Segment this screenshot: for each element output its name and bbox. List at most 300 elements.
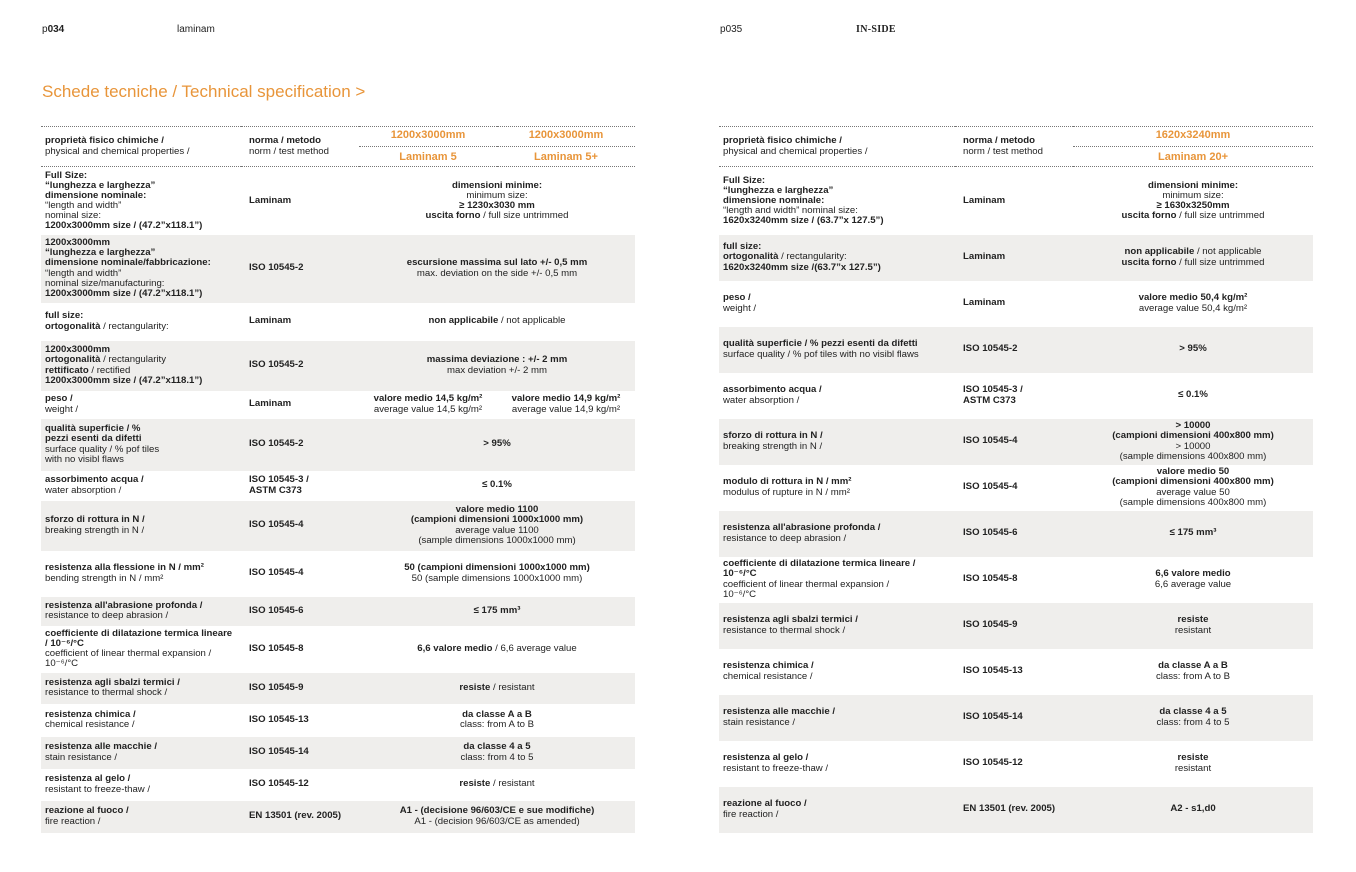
cell-text: assorbimento acqua / [45,474,144,486]
cell-text: A1 - (decisione 96/603/CE e sue modifiche) [399,805,595,817]
cell-text: peso / [45,393,73,405]
table-row [719,695,1313,741]
cell-text: peso / [723,292,751,304]
cell-text: massima deviazione : +/- 2 mm [426,354,568,366]
table-cell [719,649,955,695]
cell-text: 1200x3000mm size / (47.2”x118.1”) [45,287,203,299]
cell-text: resistenza al gelo / [45,773,131,785]
table-cell [1073,167,1313,235]
table-cell [1073,649,1313,695]
cell-text: ISO 10545-14 [249,746,309,758]
cell-text: ISO 10545-6 [963,527,1018,539]
cell-text: resistenza all'abrasione profonda / [723,522,881,534]
table-row [719,649,1313,695]
cell-text: ISO 10545-2 [249,438,304,450]
cell-text: valore medio 50,4 kg/m² [1138,292,1248,304]
table-cell [955,419,1073,465]
cell-text: resistenza al gelo / [723,752,809,764]
cell-text: full size: [45,310,84,322]
cell-text: pezzi esenti da difetti [45,433,142,445]
cell-text: > 10000 [1175,440,1211,452]
cell-text: physical and chemical properties / [45,145,190,157]
cell-text: average value 50 [1156,486,1230,498]
table-row [719,235,1313,281]
table-cell [41,626,241,673]
cell-text: breaking strength in N / [723,440,823,452]
cell-text: resistenza alla flessione in N / mm² [45,562,204,574]
cell-text: class: from 4 to 5 [1156,716,1230,728]
cell-text: nominal size/manufacturing: [45,277,165,289]
cell-text: 1200x3000mm size / (47.2”x118.1”) [45,374,203,386]
table-cell [41,341,241,391]
cell-text: escursione massima sul lato +/- 0,5 mm [406,257,588,269]
table-cell [719,603,955,649]
cell-text: da classe 4 a 5 [463,741,531,753]
table-cell [241,673,359,704]
table-cell [359,303,635,341]
cell-text: ISO 10545-12 [249,778,309,790]
cell-text: coefficiente di dilatazione termica lineare / [723,558,916,570]
cell-text: (campioni dimensioni 1000x1000 mm) [410,514,584,526]
cell-text: resistenza all'abrasione profonda / [45,599,203,611]
cell-text: stain resistance / [45,751,117,763]
table-cell [1073,419,1313,465]
cell-text: 1200x3000mm size / (47.2”x118.1”) [45,219,203,231]
cell-text: bending strength in N / mm² [45,572,164,584]
cell-text [363,211,631,221]
cell-text: breaking strength in N / [45,524,145,536]
cell-text: “lunghezza e larghezza” [723,184,834,196]
table-cell [241,419,359,471]
cell-text: / rectangularity: [100,320,169,332]
table-cell [41,704,241,737]
cell-text: sforzo di rottura in N / [45,514,145,526]
header-norm [241,127,359,167]
cell-text: da classe A a B [1158,660,1228,672]
table-cell [955,695,1073,741]
cell-text: / rectangularity [100,354,167,366]
table-cell [241,391,359,419]
page-prefix: p [42,24,48,35]
cell-text: resistenza chimica / [723,660,814,672]
cell-text: resiste [459,681,491,693]
cell-text: ortogonalità [45,354,101,366]
cell-text: resistant [1174,762,1212,774]
table-row [41,801,635,833]
cell-text: 1200x3000mm [45,344,111,356]
table-row [41,769,635,801]
cell-text: resistenza agli sbalzi termici / [45,676,180,688]
table-cell [719,695,955,741]
cell-text: uscita forno [1121,209,1177,221]
cell-text: > 10000 [1175,420,1211,432]
cell-text: 1200x3000mm [359,127,497,147]
cell-text: ≤ 0.1% [482,479,512,491]
cell-text: / resistant [490,778,535,790]
cell-text: (sample dimensions 400x800 mm) [1119,496,1267,508]
table-row [41,597,635,626]
table-row [719,603,1313,649]
cell-text: resistance to deep abrasion / [723,532,847,544]
cell-text: / not applicable [498,315,566,327]
table-cell [719,327,955,373]
spec-table-right [719,126,1313,833]
cell-text: chemical resistance / [723,670,813,682]
cell-text: ISO 10545-12 [963,757,1023,769]
cell-text: resistenza alle macchie / [723,706,835,718]
cell-text: resistant to freeze-thaw / [723,762,829,774]
cell-text: norma / metodo [249,135,321,147]
header-property [41,127,241,167]
cell-text: Laminam [249,398,292,410]
table-cell [241,167,359,235]
cell-text: max deviation +/- 2 mm [447,364,547,376]
cell-text: average value 50,4 kg/m² [1138,302,1248,314]
table-cell [1073,235,1313,281]
table-cell [241,551,359,597]
table-header [719,127,1313,167]
table-cell [41,471,241,501]
cell-text: 6,6 average value [1154,578,1232,590]
cell-text: water absorption / [723,394,800,406]
table-row [719,557,1313,603]
cell-text: / 6,6 average value [492,642,577,654]
cell-text: ≥ 1230x3030 mm [459,199,535,211]
table-cell [719,419,955,465]
cell-text: 50 (campioni dimensioni 1000x1000 mm) [404,562,590,574]
cell-text: chemical resistance / [45,719,135,730]
cell-text: ortogonalità [723,251,779,263]
table-cell [241,737,359,769]
cell-text: ISO 10545-4 [963,481,1018,493]
table-cell [41,551,241,597]
table-cell [41,419,241,471]
cell-text: > 95% [1179,343,1207,355]
cell-text: (sample dimensions 1000x1000 mm) [418,534,576,546]
cell-text: resiste [1177,752,1209,764]
table-cell [955,787,1073,833]
cell-text: norma / metodo [963,135,1035,147]
cell-text: average value 14,5 kg/m² [373,403,483,415]
cell-text: ortogonalità [45,320,101,332]
cell-text: / full size untrimmed [1176,209,1265,221]
table-cell [1073,787,1313,833]
table-cell [41,501,241,551]
cell-text: class: from 4 to 5 [460,751,534,763]
page-num: 035 [725,24,743,35]
page-number-right [720,24,742,35]
table-cell [359,419,635,471]
header-laminam-20-plus [1073,127,1313,167]
table-row [41,501,635,551]
cell-text: Laminam 5 [399,151,457,163]
cell-text: Laminam 20+ [1157,151,1228,163]
table-cell [719,373,955,419]
cell-text: dimensioni minime: [451,179,543,191]
cell-text: resiste [1177,614,1209,626]
table-row [719,373,1313,419]
cell-text: assorbimento acqua / [723,384,822,396]
table-cell [359,737,635,769]
cell-text: Laminam [249,315,292,327]
table-cell [1073,281,1313,327]
table-cell [41,235,241,303]
cell-text: proprietà fisico chimiche / [45,135,164,147]
cell-text: 10⁻⁶/°C [723,568,757,580]
table-cell [241,341,359,391]
cell-text: ISO 10545-4 [963,435,1018,447]
cell-text: (sample dimensions 400x800 mm) [1119,450,1267,462]
table-cell [41,167,241,235]
table-row [41,737,635,769]
cell-text: stain resistance / [723,716,795,728]
cell-text: with no visibl flaws [45,453,124,465]
table-cell [241,626,359,673]
cell-text: ≤ 175 mm³ [473,604,521,616]
cell-text: 50 (sample dimensions 1000x1000 mm) [411,572,583,584]
table-cell [1073,327,1313,373]
brand-laminam: laminam [177,24,215,35]
cell-text: reazione al fuoco / [723,798,807,810]
cell-text: max. deviation on the side +/- 0,5 mm [416,267,578,279]
cell-text: “length and width” [45,267,122,279]
cell-text: class: from A to B [1155,670,1231,682]
cell-text: / 10⁻⁶/°C [45,637,84,649]
table-cell [359,769,635,801]
cell-text: Full Size: [45,169,88,181]
cell-text: (campioni dimensioni 400x800 mm) [1112,476,1274,488]
table-cell [719,511,955,557]
cell-text: Laminam [963,297,1006,309]
header-norm [955,127,1073,167]
cell-text: resistenza chimica / [45,708,136,720]
cell-text: fire reaction / [723,808,779,820]
table-cell [359,167,635,235]
cell-text: rettificato [45,364,89,376]
table-row [719,327,1313,373]
table-cell [241,704,359,737]
cell-text: ISO 10545-13 [249,713,309,725]
table-cell [241,303,359,341]
table-cell [359,551,635,597]
table-cell [719,167,955,235]
cell-text: 1200x3000mm [45,237,111,249]
cell-text: minimum size: [466,189,528,201]
cell-text: ISO 10545-9 [249,681,304,693]
table-cell [41,673,241,704]
table-cell [241,501,359,551]
table-row [41,626,635,673]
table-cell [1073,373,1313,419]
cell-text: Laminam [963,251,1006,263]
cell-text: resiste [459,778,491,790]
cell-text: / full size untrimmed [480,209,569,221]
table-row [719,741,1313,787]
cell-text: reazione al fuoco / [45,805,129,817]
cell-text: A2 - s1,d0 [1170,803,1216,815]
cell-text: average value 14,9 kg/m² [511,403,621,415]
cell-text: modulus of rupture in N / mm² [723,486,850,498]
cell-text: sforzo di rottura in N / [723,430,823,442]
table-cell [241,597,359,626]
table-row [719,167,1313,235]
cell-text: full size: [723,241,762,253]
table-cell [41,737,241,769]
spec-table-left [41,126,635,833]
cell-text: dimensioni minime: [1147,179,1239,191]
table-row [719,281,1313,327]
cell-text: valore medio 14,9 kg/m² [511,393,621,405]
table-cell [719,741,955,787]
cell-text: dimensione nominale/fabbricazione: [45,257,211,269]
table-cell [497,391,635,419]
table-cell [359,341,635,391]
cell-text: ISO 10545-4 [249,567,304,579]
cell-text: ASTM C373 [963,394,1016,406]
table-cell [1073,465,1313,511]
page-title: Schede tecniche / Technical specification > [42,82,366,101]
cell-text: Full Size: [723,174,766,186]
table-cell [955,373,1073,419]
cell-text: ≤ 175 mm³ [1169,527,1217,539]
table-cell [41,597,241,626]
cell-text: resistance to thermal shock / [723,624,846,636]
cell-text: ISO 10545-14 [963,711,1023,723]
cell-text: coefficiente di dilatazione termica lineare [45,627,233,639]
cell-text: / rectangularity: [778,251,847,263]
table-cell [1073,741,1313,787]
table-cell [955,603,1073,649]
page-num: 034 [47,24,65,35]
cell-text: uscita forno [425,209,481,221]
cell-text: ISO 10545-6 [249,604,304,616]
cell-text: non applicabile [428,315,499,327]
table-cell [955,511,1073,557]
table-row [719,419,1313,465]
cell-text: “lunghezza e larghezza” [45,179,156,191]
cell-text: resistant to freeze-thaw / [45,783,151,795]
cell-text: valore medio 14,5 kg/m² [373,393,483,405]
cell-text: resistant [1174,624,1212,636]
cell-text: valore medio 1100 [455,504,539,516]
cell-text: qualità superficie / % pezzi esenti da difetti [723,338,918,350]
cell-text: / not applicable [1194,246,1262,258]
table-cell [955,741,1073,787]
table-cell [1073,603,1313,649]
table-row [41,391,635,419]
cell-text: norm / test method [963,145,1043,157]
cell-text: ISO 10545-3 / [249,474,309,486]
cell-text: minimum size: [1162,189,1224,201]
cell-text: da classe A a B [462,708,532,720]
cell-text: ISO 10545-4 [249,519,304,531]
table-cell [1073,557,1313,603]
cell-text: Laminam [963,194,1006,206]
cell-text: “length and width” [45,199,122,211]
cell-text: norm / test method [249,145,329,157]
cell-text: 6,6 valore medio [1155,568,1231,580]
cell-text: coefficient of linear thermal expansion / [723,578,890,590]
cell-text: A1 - (decision 96/603/CE as amended) [414,815,580,827]
table-cell [955,281,1073,327]
cell-text: ASTM C373 [249,484,302,496]
table-cell [41,801,241,833]
table-cell [955,235,1073,281]
page-prefix: p [720,24,726,35]
cell-text: ISO 10545-2 [249,359,304,371]
header-laminam-5-plus [497,127,635,167]
cell-text: surface quality / % pof tiles [45,443,160,455]
cell-text: dimensione nominale: [723,194,825,206]
cell-text: valore medio 50 [1156,466,1230,478]
cell-text: ISO 10545-3 / [963,384,1023,396]
table-cell [719,787,955,833]
table-cell [359,471,635,501]
table-cell [955,167,1073,235]
cell-text: nominal size: [45,209,101,221]
table-cell [41,303,241,341]
table-row [719,787,1313,833]
table-cell [41,391,241,419]
table-row [719,511,1313,557]
cell-text: physical and chemical properties / [723,145,868,157]
table-cell [359,704,635,737]
table-cell [359,626,635,673]
cell-text: > 95% [483,438,511,450]
cell-text: / full size untrimmed [1176,256,1265,268]
table-cell [719,465,955,511]
table-cell [359,235,635,303]
table-cell [1073,511,1313,557]
cell-text: / resistant [490,681,535,693]
cell-text: “lunghezza e larghezza” [45,247,156,259]
cell-text: resistance to thermal shock / [45,687,168,698]
cell-text: modulo di rottura in N / mm² [723,476,852,488]
page-number-left [42,24,64,35]
cell-text: ≤ 0.1% [1178,389,1208,401]
cell-text: ISO 10545-13 [963,665,1023,677]
cell-text: weight / [723,302,757,314]
table-cell [955,327,1073,373]
cell-text: water absorption / [45,484,122,496]
cell-text [45,322,237,332]
table-cell [719,281,955,327]
cell-text: weight / [45,403,79,415]
table-cell [955,649,1073,695]
table-cell [41,769,241,801]
table-cell [955,465,1073,511]
cell-text: resistenza alle macchie / [45,741,157,753]
cell-text: resistance to deep abrasion / [45,610,169,621]
table-header [41,127,635,167]
table-cell [359,391,497,419]
cell-text: “length and width” nominal size: [723,204,858,216]
header-laminam-5 [359,127,497,167]
cell-text: ISO 10545-8 [249,642,304,654]
table-row [41,303,635,341]
cell-text: 1620x3240mm size /(63.7”x 127.5”) [723,261,881,273]
table-row [41,704,635,737]
cell-text: dimensione nominale: [45,189,147,201]
cell-text: EN 13501 (rev. 2005) [963,803,1056,815]
cell-text: 10⁻⁶/°C [45,658,79,670]
table-cell [359,597,635,626]
cell-text: qualità superficie / % [45,423,141,435]
table-row [41,471,635,501]
table-row [41,167,635,235]
table-cell [359,673,635,704]
cell-text: coefficient of linear thermal expansion / [45,648,212,659]
